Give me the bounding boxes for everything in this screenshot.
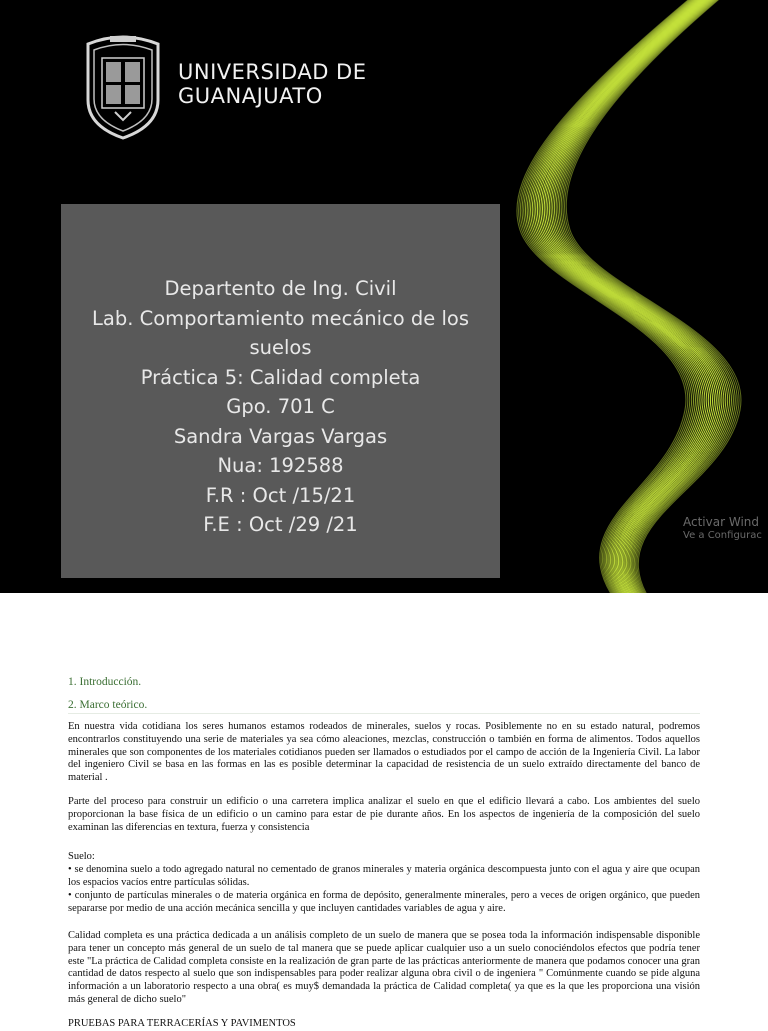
university-name-line2: GUANAJUATO [178,84,323,108]
paragraph-proceso-construccion: Parte del proceso para construir un edificio o una carretera implica analizar el suelo en que el edificio llevará a cabo. Los ambientes del suelo proporcionan la base física de un edificio o un camino para estar de pie durante años. En los aspectos de ingeniería de la composición del suelo examinan las diferencias en textura, fuerza y consistencia [68,796,700,833]
fr-date-line: F.R : Oct /15/21 [205,483,356,507]
cover-info-box [61,204,500,578]
practice-line: Práctica 5: Calidad completa [140,365,421,389]
lab-line-continued: suelos [249,336,312,359]
watermark-line2: Ve a Configurac [683,530,762,541]
department-line: Departento de Ing. Civil [164,277,397,300]
watermark-line1: Activar Wind [683,515,759,529]
section-heading-introduccion: 1. Introducción. [68,676,142,688]
nua-line: Nua: 192588 [217,454,344,477]
student-name-line: Sandra Vargas Vargas [173,424,388,448]
paragraph-minerales: En nuestra vida cotidiana los seres humanos estamos rodeados de minerales, suelos y rocas. Posiblemente no en su estado natural, podremos encontrarlos constituyendo una serie de materiales ya sea cómo aleaciones, mezclas, construcción o también en forma de alimentos. Todos aquellos minerales que son componentes de los materiales cotidianos pueden ser llamados o estudiados por el campo de acción de la Ingeniería Civil. La labor del ingeniero Civil se basa en las formas en las es posible determinar la capacidad de resistencia de un suelo extraído directamente del banco de material . [68,721,700,784]
suelo-definition-bullet: • se denomina suelo a todo agregado natural no cementado de granos minerales y materia orgánica descompuesta junto con el agua y aire que ocupan los espacios vacíos entre partículas sólidas. [68,864,700,888]
fe-date-line: F.E : Oct /29 /21 [203,513,358,536]
university-name-line1: UNIVERSIDAD DE [178,60,367,84]
group-line: Gpo. 701 C [226,395,335,418]
activation-watermark [683,515,762,543]
section-heading-marco-teorico: 2. Marco teórico. [68,699,700,714]
lab-line: Lab. Comportamiento mecánico de los [92,306,469,330]
pruebas-heading: PRUEBAS PARA TERRACERÍAS Y PAVIMENTOS [68,1018,296,1029]
suelo-title: Suelo: [68,851,95,862]
suelo-definition-bullet: • conjunto de partículas minerales o de materia orgánica en forma de depósito, generalmente minerales, pero a veces de origen orgánico, que pueden separarse por medio de una acción mecánica sencilla y que incluyen cantidades variables de agua y aire. [68,890,700,914]
university-seal-logo [80,28,166,140]
paragraph-calidad-completa: Calidad completa es una práctica dedicada a un análisis completo de un suelo de manera que se posea toda la información indispensable disponible para tener un concepto más general de un suelo de tal manera que se puede aplicar cualquier uso a un suelo conociéndolos efectos que podría tener este "La práctica de Calidad completa consiste en la realización de gran parte de las prácticas anteriormente de manera que podamos conocer una gran cantidad de datos respecto al suelo que son indispensables para poder realizar alguna obra civil o de ingeniera " Comúnmente cuando se pide alguna información a un laboratorio respecto a una obra( es muy$ demandada la práctica de Calidad completa( ya que es la que les proporciona una visión más general de dicho suelo" [68,930,700,1005]
